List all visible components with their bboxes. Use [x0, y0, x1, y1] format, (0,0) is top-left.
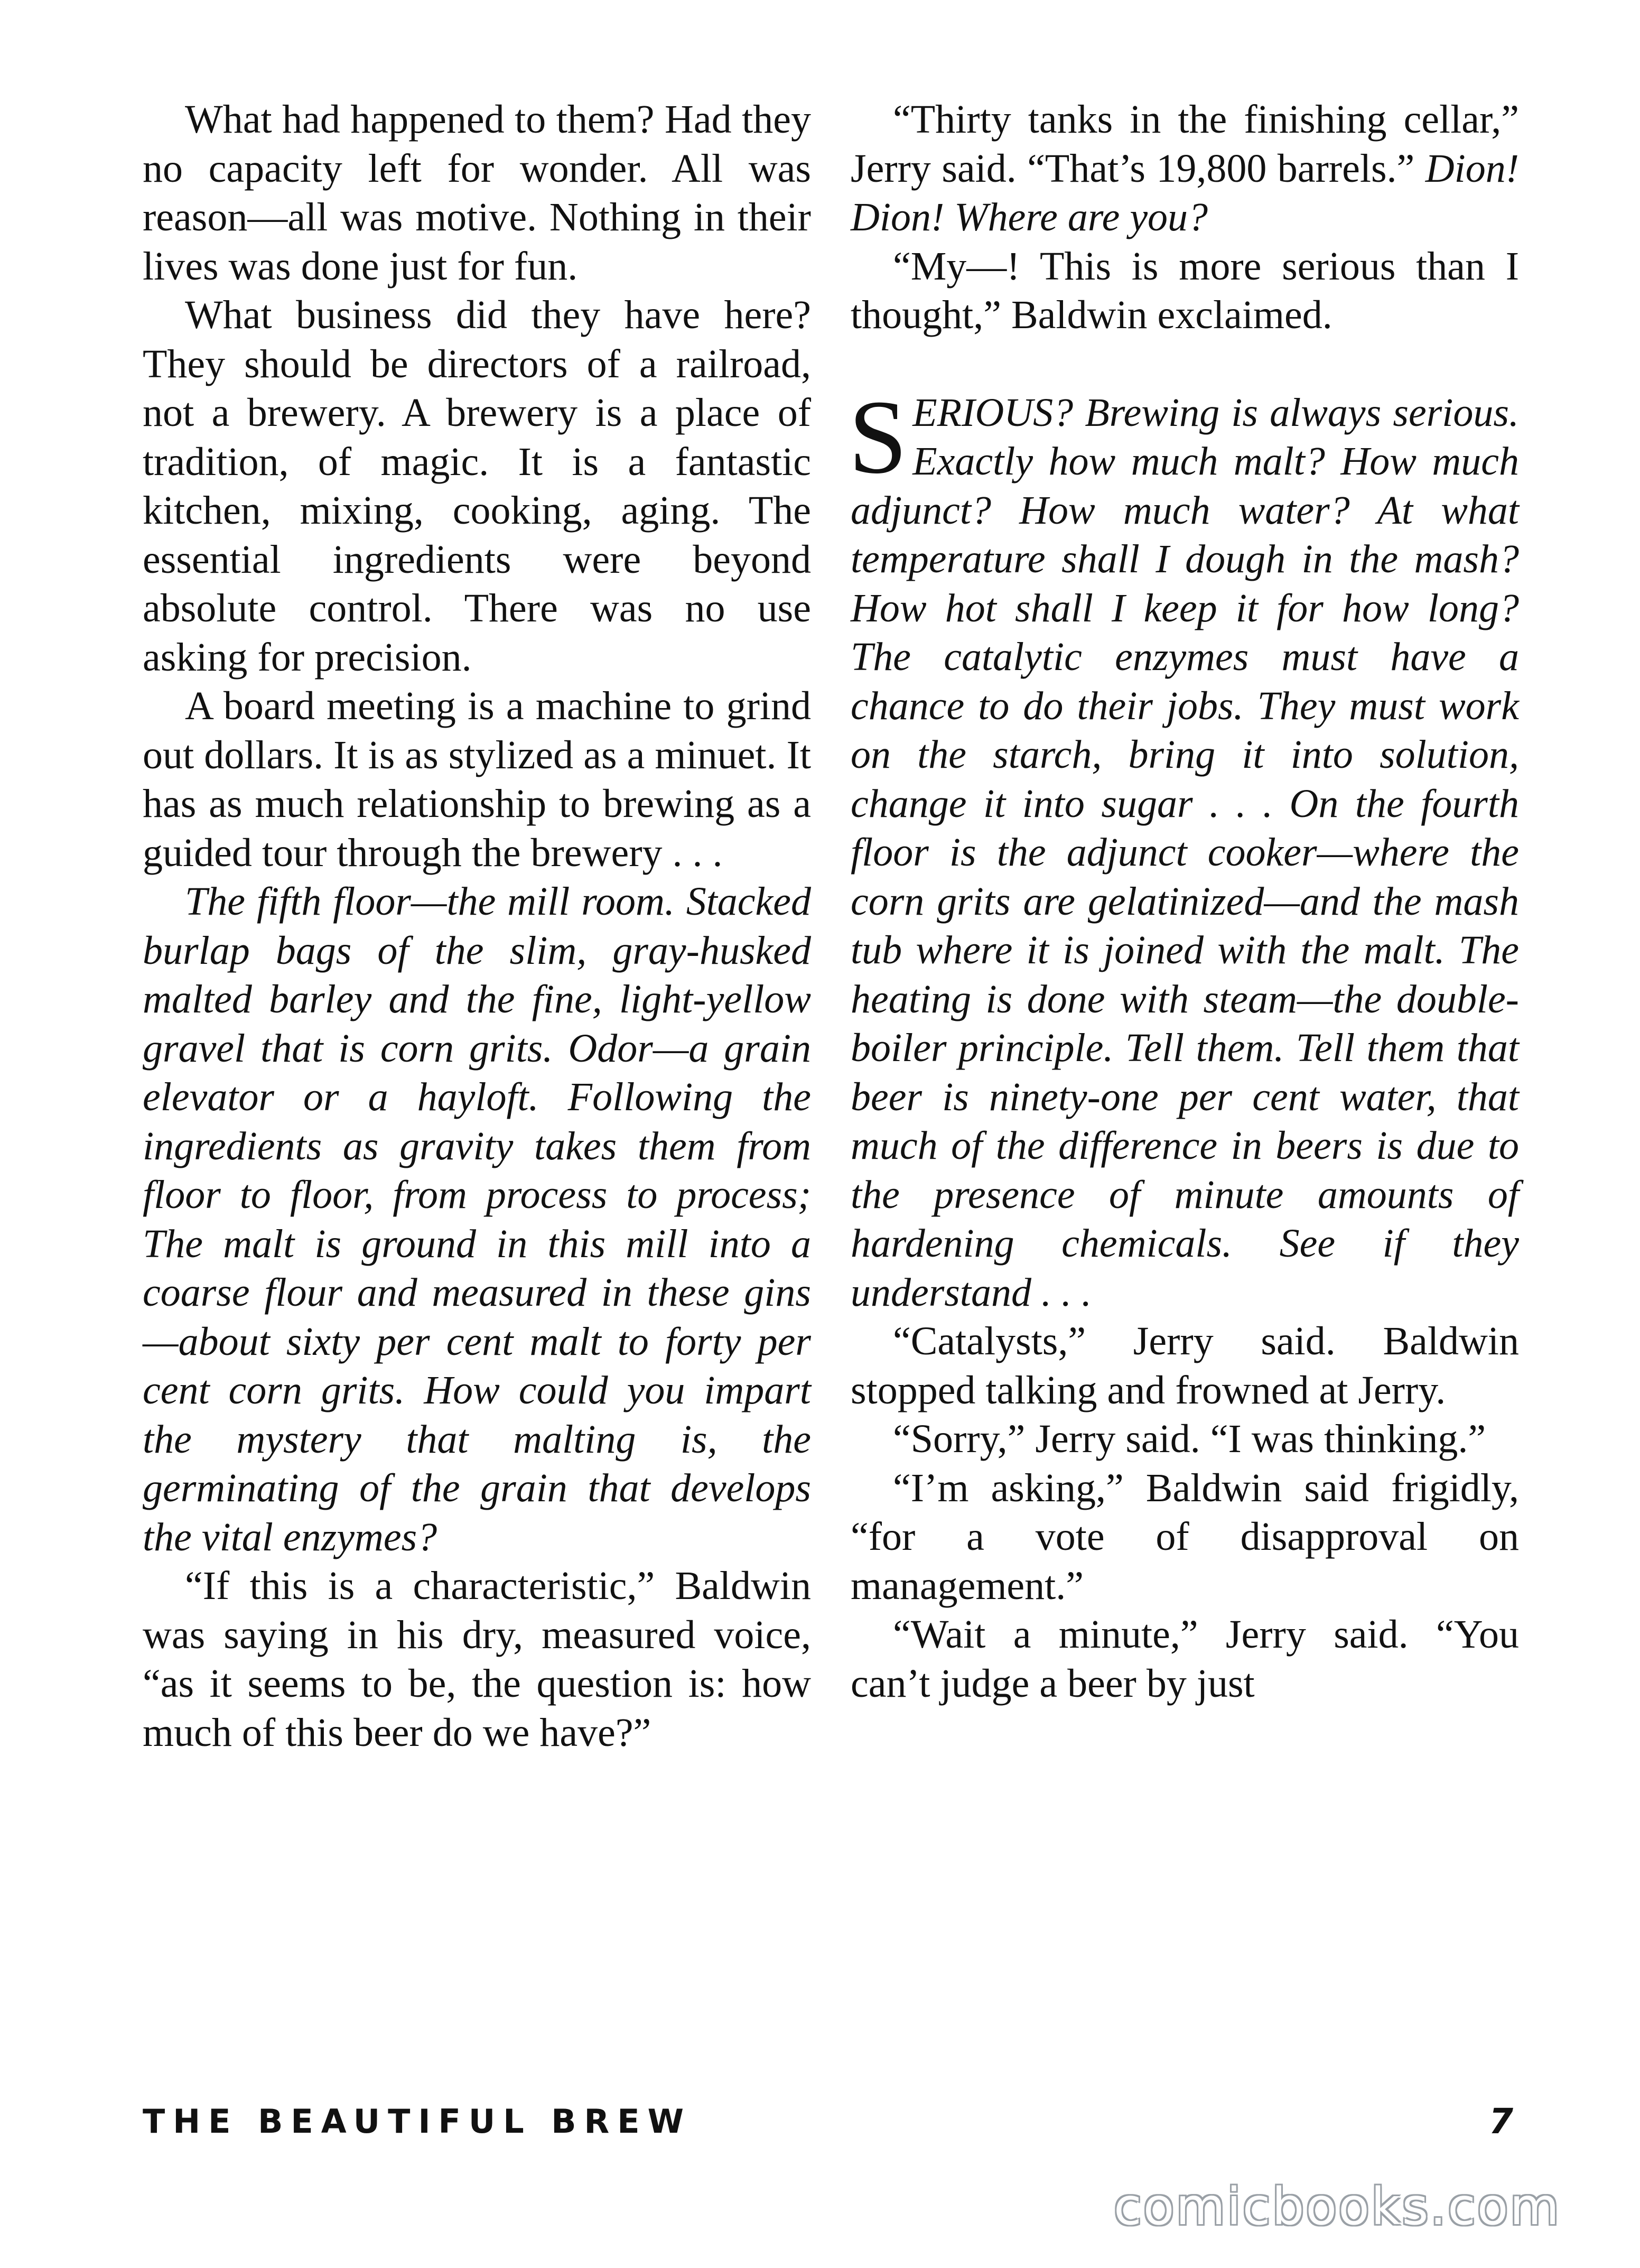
drop-cap: S: [849, 378, 908, 496]
paragraph: [851, 95, 1519, 242]
paragraph: What had happened to them? Had they no capacity left for wonder. All was reason—all was motive. Nothing in their lives was done just for fun.: [143, 97, 811, 289]
section-break: [851, 340, 1519, 388]
paragraph-text: “Thirty tanks in the finishing cellar,” Jerry said. “That’s 19,800 barrels.”: [851, 97, 1519, 191]
paragraph-text: ERIOUS? Brewing is always serious. Exactly how much malt? How much adjunct? How much water? At what temperature shall I dough in the mash? How hot shall I keep it for how long? The catalytic enzymes must have a chance to do their jobs. They must work on the starch, bring it into solution, change it into sugar . . . On the fourth floor is the adjunct cooker—where the corn grits are gelatinized—and the mash tub where it is joined with the malt. The heating is done with steam—the double-boiler principle. Tell them. Tell them that beer is ninety-one per cent water, that much of the difference in beers is due to the presence of minute amounts of hardening chemicals. See if they understand . . .: [851, 390, 1519, 1315]
italic-paragraph: [849, 378, 1519, 1317]
paragraph: “My—! This is more serious than I thought,” Baldwin exclaimed.: [851, 244, 1519, 337]
watermark: comicbooks.com: [1113, 2177, 1561, 2236]
running-footer-title: THE BEAUTIFUL BREW: [143, 2102, 692, 2141]
paragraph: What business did they have here? They should be directors of a railroad, not a brewery. A brewery is a place of tradition, of magic. It is a fantastic kitchen, mixing, cooking, aging. The essential ingredients were beyond absolute control. There was no use asking for precision.: [143, 293, 811, 680]
paragraph: “Wait a minute,” Jerry said. “You can’t judge a beer by just: [851, 1612, 1519, 1706]
right-column: [851, 95, 1519, 1708]
left-column: [143, 95, 811, 1757]
paragraph: “Sorry,” Jerry said. “I was thinking.”: [893, 1417, 1486, 1461]
paragraph: “If this is a characteristic,” Baldwin was saying in his dry, measured voice, “as it seems to be, the question is: how much of this beer do we have?”: [143, 1564, 811, 1755]
paragraph: “Catalysts,” Jerry said. Baldwin stopped talking and frowned at Jerry.: [851, 1319, 1519, 1412]
paragraph: “I’m asking,” Baldwin said frigidly, “for a vote of disapproval on management.”: [851, 1465, 1519, 1608]
paragraph: A board meeting is a machine to grind out dollars. It is as stylized as a minuet. It has as much relationship to brewing as a guided tour through the brewery . . .: [143, 684, 811, 875]
italic-paragraph: The fifth floor—the mill room. Stacked burlap bags of the slim, gray-husked malted barley and the fine, light-yellow gravel that is corn grits. Odor—a grain elevator or a hayloft. Following the ingredients as gravity takes them from floor to floor, from process to process; The malt is ground in this mill into a coarse flour and measured in these gins—about sixty per cent malt to forty per cent corn grits. How could you impart the mystery that malting is, the germinating of the grain that develops the vital enzymes?: [143, 879, 811, 1559]
italic-thought: Dion! Dion! Where are you?: [851, 146, 1520, 239]
page-number: 7: [1489, 2101, 1513, 2142]
